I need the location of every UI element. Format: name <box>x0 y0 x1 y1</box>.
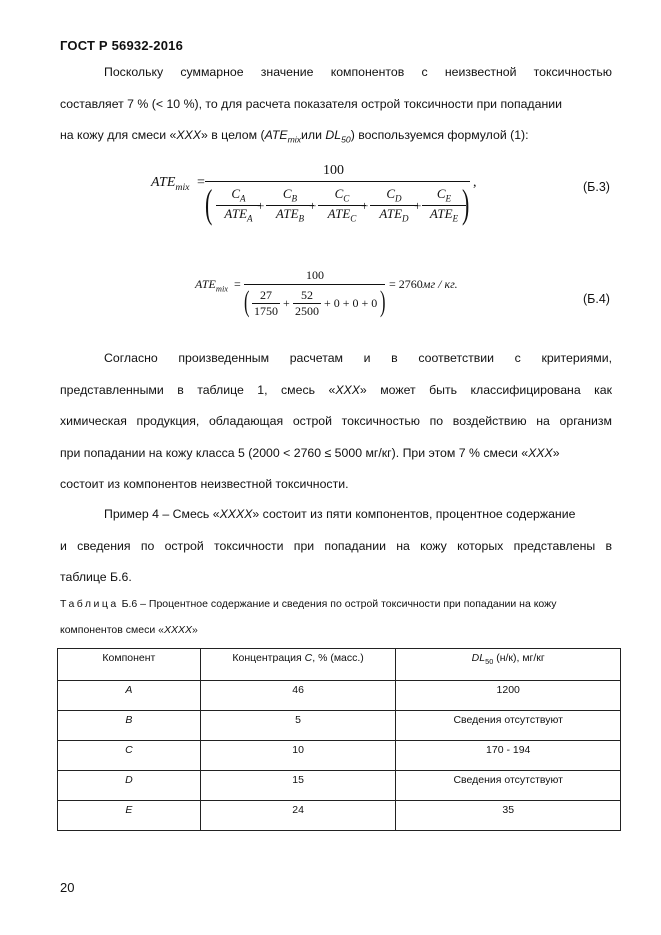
text-fragment: , % (масс.) <box>312 652 364 664</box>
cell-dl50: Сведения отсутствуют <box>396 711 621 741</box>
formula-b3-lhs <box>151 175 190 193</box>
paragraph-2-line-4 <box>60 438 612 470</box>
cell-dl50: Сведения отсутствуют <box>396 771 621 801</box>
text-fragment: Пример 4 – Смесь « <box>104 507 220 521</box>
mixture-name: XXXX <box>219 507 253 521</box>
equals-sign: = <box>234 277 241 291</box>
lhs-subscript: mix <box>215 284 228 294</box>
text-fragment: (н/к), мг/кг <box>493 652 545 664</box>
cell-component: E <box>58 801 201 831</box>
right-paren: ) <box>462 181 470 226</box>
cell-concentration: 10 <box>200 741 396 771</box>
ate-symbol: ATE <box>327 205 351 221</box>
formula-b4-number: (Б.4) <box>583 292 610 306</box>
mixture-name: XXX <box>528 445 553 460</box>
formula-b3-numerator: 100 <box>323 163 344 178</box>
table-row <box>58 801 621 831</box>
plus-sign: + <box>361 198 369 213</box>
lhs-symbol: ATE <box>195 277 216 291</box>
cell-concentration: 5 <box>200 711 396 741</box>
paragraph-1 <box>60 57 612 156</box>
c-subscript: D <box>395 193 402 204</box>
dl-symbol: DL <box>471 652 486 664</box>
page-number: 20 <box>60 880 75 895</box>
cell-component: A <box>58 681 201 711</box>
ate-subscript: A <box>247 213 253 224</box>
fraction-2 <box>293 288 321 319</box>
c-subscript: B <box>291 193 298 204</box>
ate-symbol: ATE <box>224 205 248 221</box>
term-e <box>422 186 466 223</box>
text-fragment: » <box>552 445 560 460</box>
paragraph-2-line-2 <box>60 375 612 407</box>
c-symbol: C <box>231 186 241 201</box>
paragraph-1-line-3 <box>60 120 612 156</box>
caption-text: Б.6 – Процентное содержание и сведения по острой токсичности при попадании на кожу <box>121 598 557 610</box>
ate-subscript: E <box>452 213 459 224</box>
left-paren: ( <box>244 285 250 318</box>
paragraph-2-line-1: Согласно произведенным расчетам и в соответствии с критериями, <box>104 351 612 365</box>
ate-subscript: B <box>298 213 305 224</box>
fraction-2-den: 2500 <box>295 304 319 318</box>
text-fragment: » состоит из пяти компонентов, процентное содержание <box>252 507 576 521</box>
c-symbol: C <box>386 186 396 201</box>
result-value: = 2760 <box>389 277 423 291</box>
text-fragment: » <box>191 624 198 636</box>
table-row <box>58 771 621 801</box>
fraction-bar <box>244 284 385 285</box>
ate-symbol: ATE <box>275 205 299 221</box>
comma: , <box>473 175 477 190</box>
text-fragment: Концентрация <box>232 652 305 664</box>
zero-terms: + 0 + 0 + 0 <box>324 296 378 310</box>
document-header: ГОСТ Р 56932-2016 <box>60 38 184 53</box>
ate-subscript: C <box>350 213 357 224</box>
dl-symbol: DL <box>325 128 342 142</box>
paragraph-3 <box>60 499 612 594</box>
c-symbol: C <box>282 186 292 201</box>
dl-subscript: 50 <box>341 134 351 145</box>
text-fragment: ) воспользуемся формулой (1): <box>350 128 529 142</box>
c-symbol: C <box>334 186 344 201</box>
conc-symbol: C <box>304 652 313 664</box>
c-symbol: C <box>436 186 446 201</box>
ate-symbol: ATE <box>264 128 288 142</box>
mixture-name: XXX <box>176 128 201 142</box>
paragraph-3-line-2: и сведения по острой токсичности при попадании на кожу которых представлены в <box>60 538 612 553</box>
lhs-subscript: mix <box>175 181 190 193</box>
cell-component: C <box>58 741 201 771</box>
text-fragment: на кожу для смеси « <box>60 128 177 142</box>
dl-subscript: 50 <box>485 657 494 667</box>
components-table <box>57 648 621 831</box>
ate-symbol: ATE <box>429 205 453 221</box>
text-fragment: при попадании на кожу класса 5 (2000 < 2760 ≤ 5000 мг/кг). При этом 7 % смеси « <box>60 445 529 460</box>
term-a <box>216 186 261 223</box>
paragraph-2-line-3: химическая продукция, обладающая острой токсичностью по воздействию на организм <box>60 414 612 428</box>
header-concentration <box>200 649 396 681</box>
paragraph-1-line-2: составляет 7 % (< 10 %), то для расчета показателя острой токсичности при попадании <box>60 96 562 111</box>
mixture-name: XXX <box>335 382 360 397</box>
table-caption-line-2 <box>60 624 198 636</box>
ate-subscript: D <box>402 213 409 224</box>
paragraph-1-line-1: Поскольку суммарное значение компонентов с неизвестной токсичностью <box>104 65 612 79</box>
result-unit: мг / кг. <box>422 277 458 291</box>
formula-b3 <box>0 160 661 235</box>
table-header-row <box>58 649 621 681</box>
paragraph-2 <box>60 343 612 501</box>
term-b <box>266 186 317 224</box>
term-d <box>370 186 418 223</box>
cell-dl50: 35 <box>396 801 621 831</box>
table-caption-line-1 <box>60 598 557 610</box>
cell-concentration: 24 <box>200 801 396 831</box>
plus-sign: + <box>414 198 422 213</box>
equals-sign: = <box>197 175 205 190</box>
plus-sign: + <box>283 296 290 310</box>
cell-concentration: 46 <box>200 681 396 711</box>
fraction-bar <box>205 181 470 182</box>
fraction-1-den: 1750 <box>254 304 278 318</box>
right-paren: ) <box>380 285 386 318</box>
cell-dl50: 170 - 194 <box>396 741 621 771</box>
table-row <box>58 711 621 741</box>
ate-subscript: mix <box>287 134 302 145</box>
c-subscript: C <box>343 193 350 204</box>
plus-sign: + <box>257 198 265 213</box>
formula-b4-numerator: 100 <box>306 268 324 282</box>
ate-symbol: ATE <box>379 205 403 221</box>
lhs-symbol: ATE <box>151 175 176 190</box>
paragraph-3-line-3: таблице Б.6. <box>60 570 132 584</box>
cell-component: D <box>58 771 201 801</box>
formula-b4-lhs <box>195 277 228 293</box>
text-fragment: представленными в таблице 1, смесь « <box>60 382 336 397</box>
text-fragment: или <box>301 128 326 142</box>
fraction-2-num: 52 <box>301 288 313 302</box>
cell-concentration: 15 <box>200 771 396 801</box>
formula-b4-result <box>389 277 458 292</box>
fraction-1-num: 27 <box>260 288 272 302</box>
plus-sign: + <box>309 198 317 213</box>
paragraph-3-line-1 <box>60 499 612 531</box>
table-row <box>58 681 621 711</box>
header-component: Компонент <box>58 649 201 681</box>
text-fragment: » в целом ( <box>200 128 265 142</box>
cell-dl50: 1200 <box>396 681 621 711</box>
text-fragment: » может быть классифицирована как <box>359 382 612 397</box>
c-subscript: A <box>240 193 246 204</box>
left-paren: ( <box>205 181 213 226</box>
formula-b4 <box>0 266 661 326</box>
c-subscript: E <box>445 193 452 204</box>
term-c <box>318 186 369 224</box>
table-label: Таблица <box>60 598 119 610</box>
fraction-1 <box>252 288 280 319</box>
table-row <box>58 741 621 771</box>
paragraph-2-line-5: состоит из компонентов неизвестной токсичности. <box>60 477 349 491</box>
formula-b3-number: (Б.3) <box>583 180 610 194</box>
mixture-name: XXXX <box>163 624 192 636</box>
header-dl50 <box>396 649 621 681</box>
text-fragment: компонентов смеси « <box>60 624 164 636</box>
cell-component: B <box>58 711 201 741</box>
